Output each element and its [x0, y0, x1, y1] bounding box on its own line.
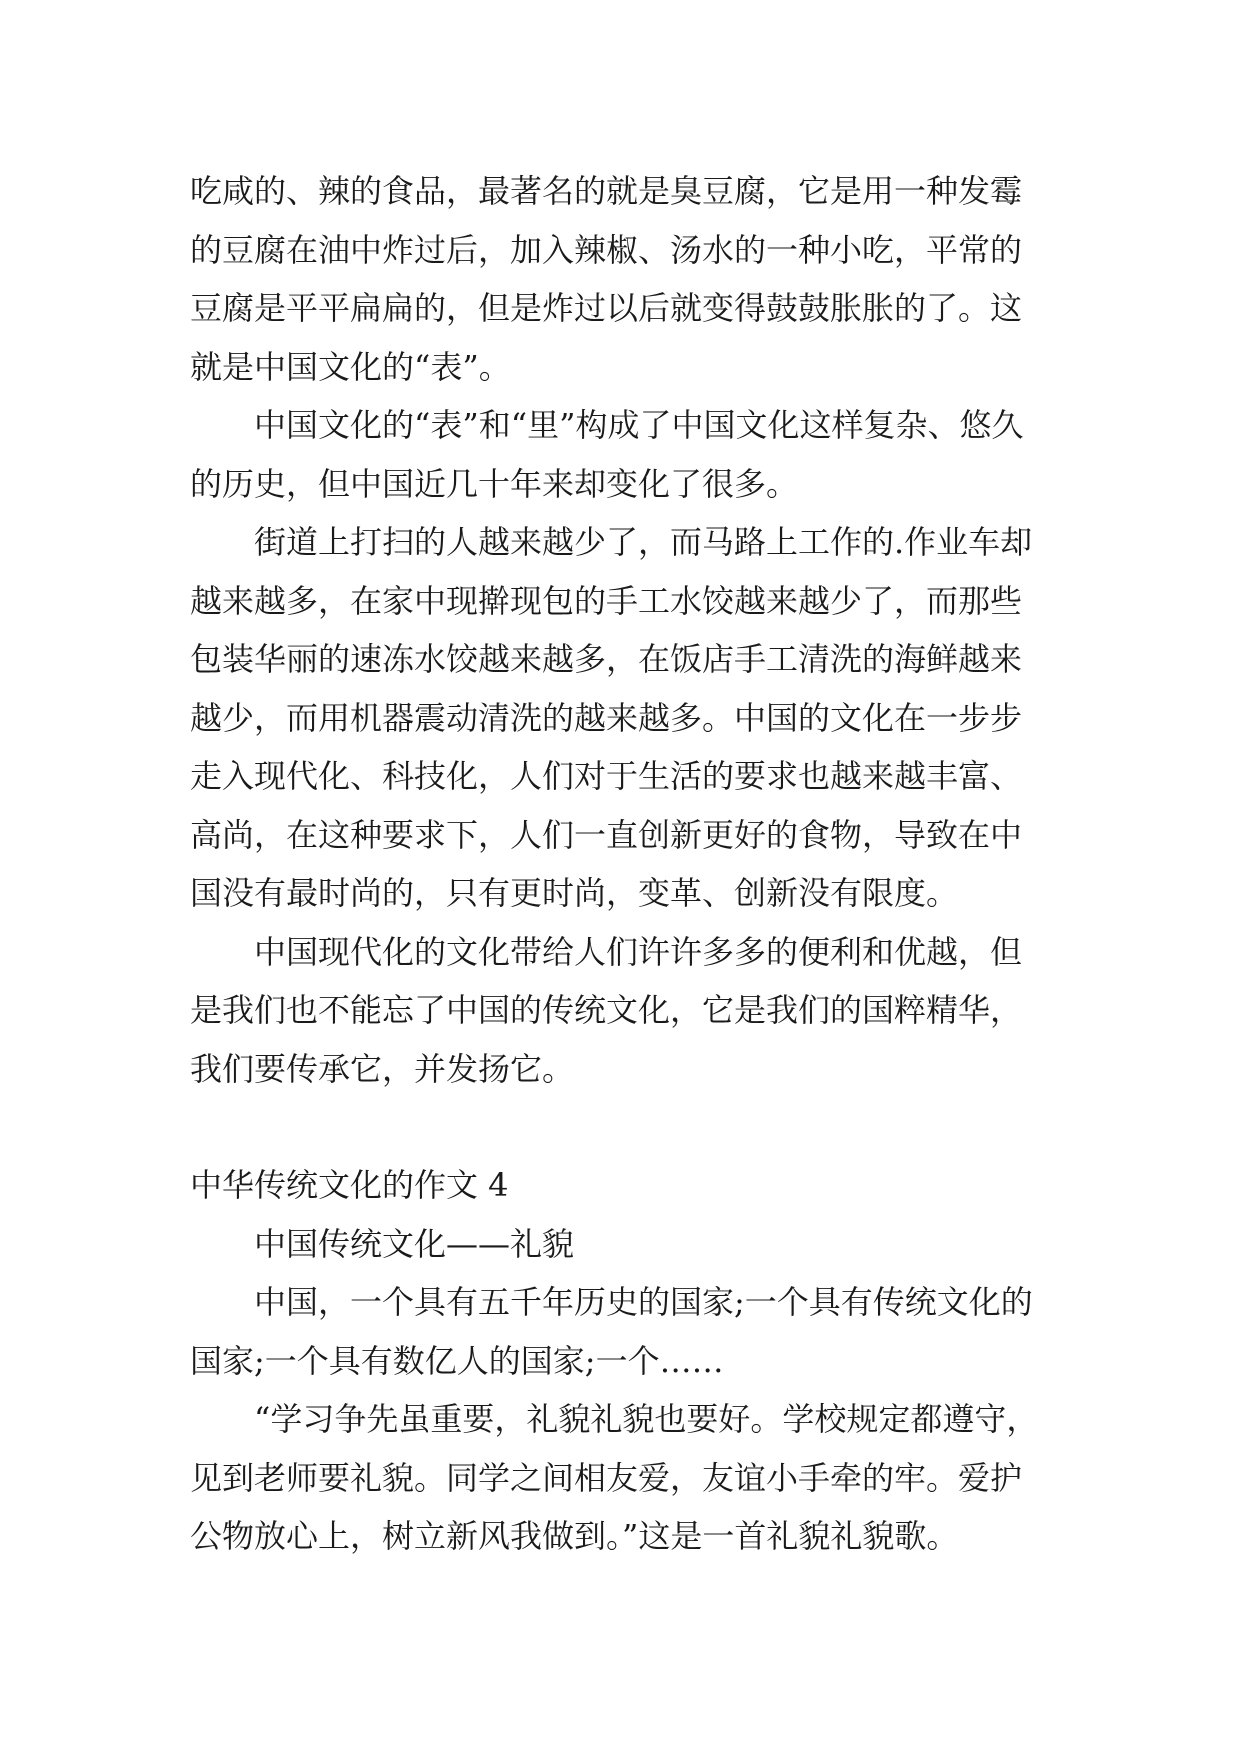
paragraph: 中国现代化的文化带给人们许许多多的便利和优越，但是我们也不能忘了中国的传统文化，它是我们的国粹精华，我们要传承它，并发扬它。 [190, 932, 1023, 1088]
paragraph: “学习争先虽重要，礼貌礼貌也要好。学校规定都遵守，见到老师要礼貌。同学之间相友爱，友谊小手牵的牢。爱护公物放心上，树立新风我做到。”这是一首礼貌礼貌歌。 [190, 1400, 1039, 1555]
subtitle: 中国传统文化——礼貌 [254, 1224, 575, 1263]
paragraph: 街道上打扫的人越来越少了，而马路上工作的.作业车却越来越多，在家中现擀现包的手工水饺越来越少了，而那些包装华丽的速冻水饺越来越多，在饭店手工清洗的海鲜越来越少，而用机器震动清洗的越来越多。中国的文化在一步步走入现代化、科技化，人们对于生活的要求也越来越丰富、高尚，在这种要求下，人们一直创新更好的食物，导致在中国没有最时尚的，只有更时尚，变革、创新没有限度。 [190, 523, 1033, 912]
paragraph: 中国，一个具有五千年历史的国家;一个具有传统文化的国家;一个具有数亿人的国家;一个…… [190, 1283, 1033, 1380]
paragraph: 中国文化的“表”和“里”构成了中国文化这样复杂、悠久的历史，但中国近几十年来却变化了很多。 [190, 406, 1024, 503]
paragraph: 吃咸的、辣的食品，最著名的就是臭豆腐，它是用一种发霉的豆腐在油中炸过后，加入辣椒、汤水的一种小吃，平常的豆腐是平平扁扁的，但是炸过以后就变得鼓鼓胀胀的了。这就是中国文化的“表”。 [190, 172, 1023, 386]
section-title: 中华传统文化的作文 4 [190, 1166, 509, 1204]
document-body [190, 162, 1052, 1566]
